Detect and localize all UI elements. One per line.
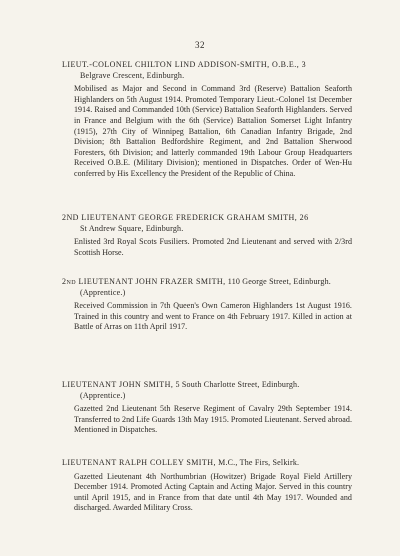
- entry-body: Mobilised as Major and Second in Command 3rd (Reserve) Battalion Seaforth Highlanders on 5th August 1914. Promoted Temporary Lieut.-Colonel 1st December 1914. Raised and Commanded 10th (Service) Battalion Seaforth Highlanders. Served in France and Belgium with the 6th (Service) Battalion Somerset Light Infantry (1915), 27th City of Winnipeg Battalion, 6th Canadian Infantry Brigade, 2nd Division; 8th Battalion Bedfordshire Regiment, and 2nd Battalion Sherwood Foresters, 6th Division; and latterly commanded 19th Labour Group Headquarters Received O.B.E. (Military Division); mentioned in Dispatches. Order of Wen-Hu conferred by His Excellency the President of the Republic of China.: [74, 84, 352, 178]
- entry-body: Received Commission in 7th Queen's Own Cameron Highlanders 1st August 1916. Trained in this country and went to France on 4th February 1917. Killed in action at Battle of Arras on 11th April 1917.: [74, 301, 352, 332]
- entry-subline: Belgrave Crescent, Edinburgh.: [80, 70, 185, 80]
- entry-heading: [62, 277, 352, 288]
- entry-heading: [62, 60, 352, 71]
- entry-name: LIEUTENANT RALPH COLLEY SMITH,: [62, 458, 216, 467]
- roll-entry: [62, 458, 352, 514]
- entry-body: Gazetted Lieutenant 4th Northumbrian (Howitzer) Brigade Royal Field Artillery December 1914. Promoted Acting Captain and Acting Major. Served in this country until April 1915, and in France from that date until 4th May 1917. Wounded and discharged. Awarded Military Cross.: [74, 471, 352, 513]
- entry-subline: (Apprentice.): [80, 390, 126, 400]
- entry-heading: [62, 380, 352, 391]
- entry-subline: (Apprentice.): [80, 287, 126, 297]
- roll-entry: [62, 380, 352, 436]
- entry-body: Gazetted 2nd Lieutenant 5th Reserve Regiment of Cavalry 29th September 1914. Transferred to 2nd Life Guards 13th May 1915. Promoted Lieutenant. Served abroad. Mentioned in Dispatches.: [74, 404, 352, 435]
- roll-entry: [62, 277, 352, 333]
- entry-address: 110 George Street, Edinburgh.: [225, 277, 331, 286]
- entry-heading: [62, 458, 352, 469]
- page-number: 32: [195, 40, 205, 50]
- entry-name: LIEUT.-COLONEL CHILTON LIND ADDISON-SMITH, O.B.E., 3: [62, 60, 307, 69]
- entry-name: LIEUTENANT JOHN SMITH,: [62, 380, 174, 389]
- entry-address: 5 South Charlotte Street, Edinburgh.: [173, 380, 300, 389]
- entry-address: M.C., The Firs, Selkirk.: [215, 458, 300, 467]
- entry-heading: [62, 213, 352, 224]
- roll-entry: [62, 213, 352, 258]
- entry-body: Enlisted 3rd Royal Scots Fusiliers. Promoted 2nd Lieutenant and served with 2/3rd Scottish Horse.: [74, 237, 352, 257]
- entry-name: 2ND LIEUTENANT GEORGE FREDERICK GRAHAM SMITH, 26: [62, 213, 309, 222]
- roll-entry: [62, 60, 352, 180]
- entry-name: 2nd LIEUTENANT JOHN FRAZER SMITH,: [62, 277, 226, 286]
- entry-subline: St Andrew Square, Edinburgh.: [80, 223, 184, 233]
